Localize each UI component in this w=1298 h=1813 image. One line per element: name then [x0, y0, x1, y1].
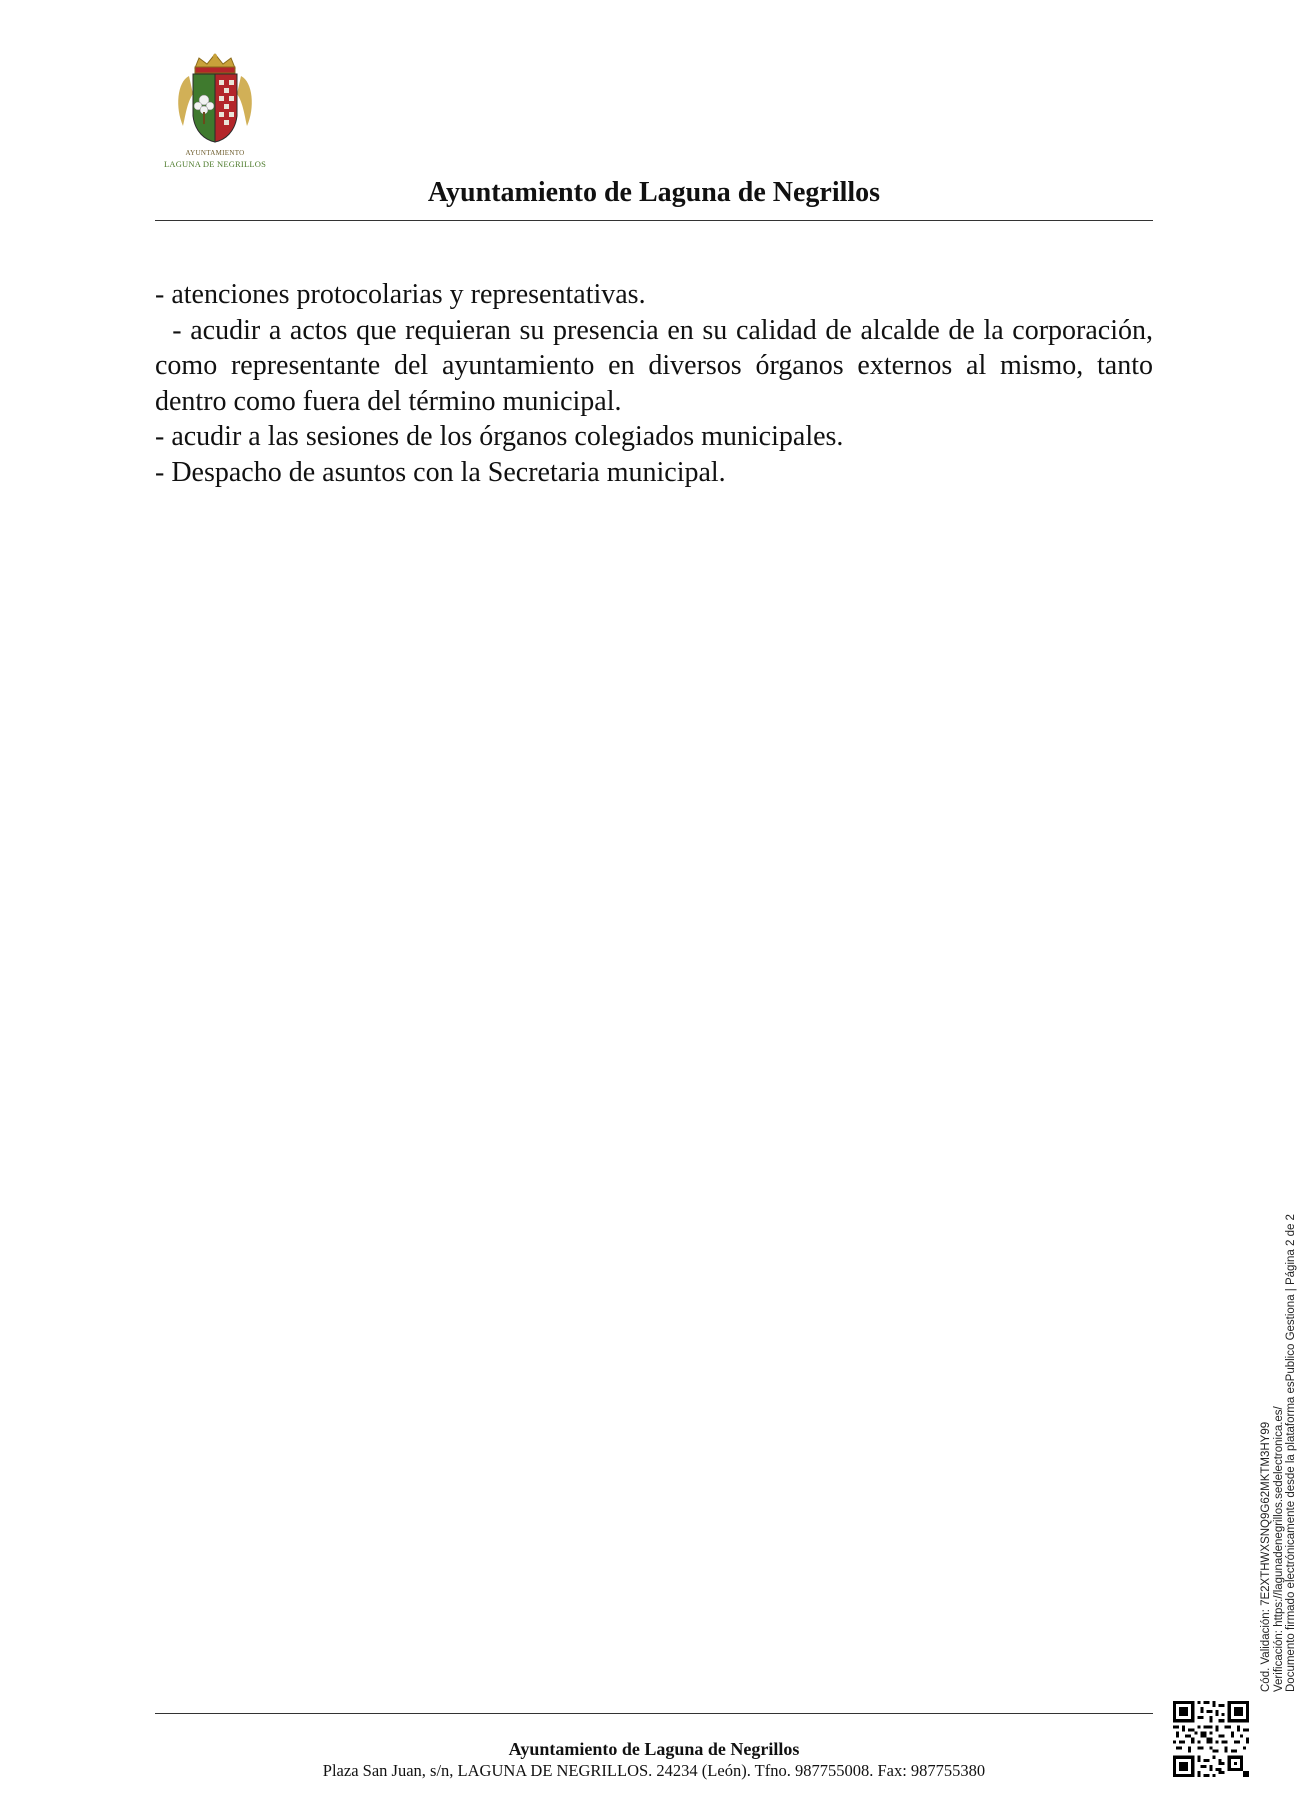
qr-code-icon: [1173, 1701, 1249, 1777]
validation-sidebar: [1260, 1214, 1298, 1692]
logo-caption-municipality: LAGUNA DE NEGRILLOS: [163, 159, 266, 169]
header-divider: [155, 220, 1153, 221]
paragraph: - acudir a actos que requieran su presencia en su calidad de alcalde de la corporación, como representante del ayuntamiento en diversos órganos externos al mismo, tanto dentro como fuera del término municipal.: [155, 314, 1161, 417]
footer-address: Plaza San Juan, s/n, LAGUNA DE NEGRILLOS. 24234 (León). Tfno. 987755008. Fax: 987755380: [322, 1761, 986, 1780]
signature-note: Documento firmado electrónicamente desde la plataforma esPublico Gestiona | Página 2 de 2: [1285, 1214, 1297, 1692]
municipal-logo: [155, 52, 275, 170]
footer-divider: [155, 1713, 1153, 1714]
document-body: [155, 277, 1161, 490]
coat-of-arms-icon: [155, 52, 275, 150]
validation-code: Cód. Validación: 7E2XTHWXSNQ9G62MKTM3HY99: [1260, 1421, 1272, 1692]
verification-url: Verificación: https://lagunadenegrillos.sedelectronica.es/: [1272, 1406, 1285, 1692]
logo-caption-small: AYUNTAMIENTO: [185, 149, 245, 157]
paragraph: - atenciones protocolarias y representativas.: [155, 279, 646, 310]
paragraph: - acudir a las sesiones de los órganos colegiados municipales.: [155, 421, 844, 452]
page-title: Ayuntamiento de Laguna de Negrillos: [427, 177, 881, 208]
footer-title: Ayuntamiento de Laguna de Negrillos: [508, 1739, 800, 1759]
paragraph: - Despacho de asuntos con la Secretaria municipal.: [155, 456, 726, 488]
